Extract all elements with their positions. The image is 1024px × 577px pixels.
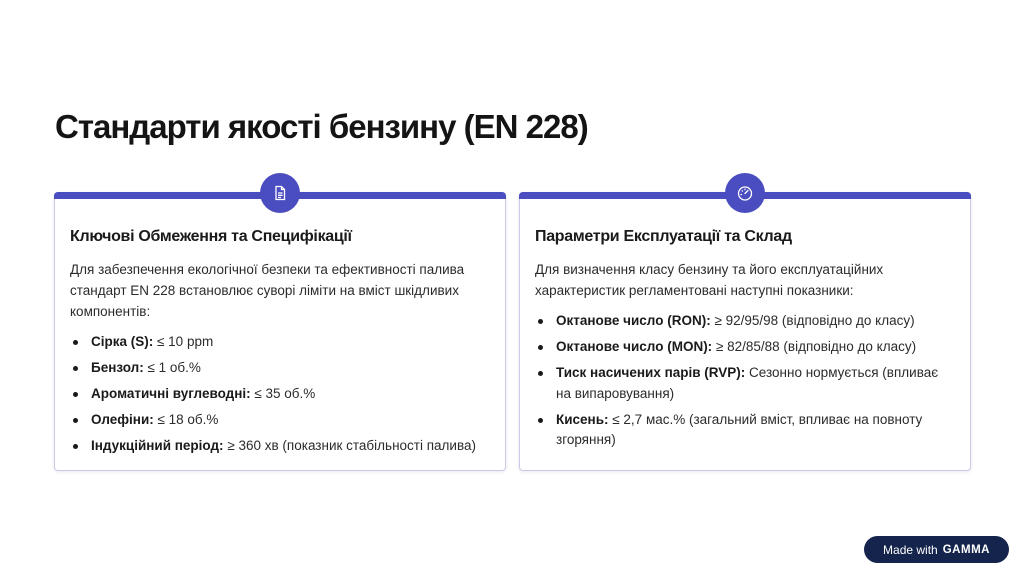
- item-label: Індукційний період:: [91, 438, 224, 453]
- document-icon: [260, 173, 300, 213]
- gamma-logo: GAMMA: [942, 543, 990, 556]
- item-label: Олефіни:: [91, 412, 154, 427]
- item-value: Сезонно нормується (впливає на випаровування): [556, 365, 939, 401]
- list-item: [535, 337, 952, 358]
- gauge-icon: [725, 173, 765, 213]
- spec-card-limits: [54, 192, 506, 471]
- item-value: ≤ 10 ppm: [153, 334, 214, 349]
- item-value: ≥ 360 хв (показник стабільності палива): [223, 438, 476, 453]
- card-heading: Ключові Обмеження та Специфікації: [70, 228, 352, 245]
- item-label: Ароматичні вуглеводні:: [91, 386, 251, 401]
- list-item: [70, 332, 487, 353]
- card-description: Для визначення класу бензину та його експлуатаційних характеристик регламентовані наступні показники:: [535, 262, 884, 298]
- made-with-gamma-badge[interactable]: [864, 536, 1009, 563]
- item-label: Тиск насичених парів (RVP):: [556, 365, 746, 380]
- spec-card-parameters: [519, 192, 971, 471]
- item-label: Сірка (S):: [91, 334, 154, 349]
- card-description: Для забезпечення екологічної безпеки та ефективності палива стандарт EN 228 встановлює суворі ліміти на вміст шкідливих компонентів:: [70, 262, 465, 319]
- item-value: ≤ 1 об.%: [143, 360, 201, 375]
- list-item: [70, 358, 487, 379]
- list-item: [70, 436, 487, 457]
- parameters-list: [535, 311, 952, 451]
- list-item: [70, 384, 487, 405]
- list-item: [535, 363, 952, 404]
- item-value: ≤ 2,7 мас.% (загальний вміст, впливає на повноту згоряння): [556, 411, 923, 447]
- item-label: Кисень:: [556, 411, 609, 427]
- item-label: Октанове число (RON):: [556, 313, 711, 328]
- list-item: [535, 410, 952, 451]
- item-label: Октанове число (MON):: [556, 339, 713, 354]
- limits-list: [70, 332, 487, 457]
- list-item: [70, 410, 487, 431]
- page-title: Стандарти якості бензину (EN 228): [55, 108, 588, 145]
- item-value: ≥ 82/85/88 (відповідно до класу): [712, 339, 917, 354]
- made-with-text: Made with: [883, 542, 938, 557]
- item-value: ≤ 18 об.%: [153, 412, 219, 427]
- item-label: Бензол:: [91, 360, 144, 375]
- list-item: [535, 311, 952, 332]
- item-value: ≤ 35 об.%: [250, 386, 316, 401]
- item-value: ≥ 92/95/98 (відповідно до класу): [710, 313, 915, 328]
- card-heading: Параметри Експлуатації та Склад: [535, 228, 792, 245]
